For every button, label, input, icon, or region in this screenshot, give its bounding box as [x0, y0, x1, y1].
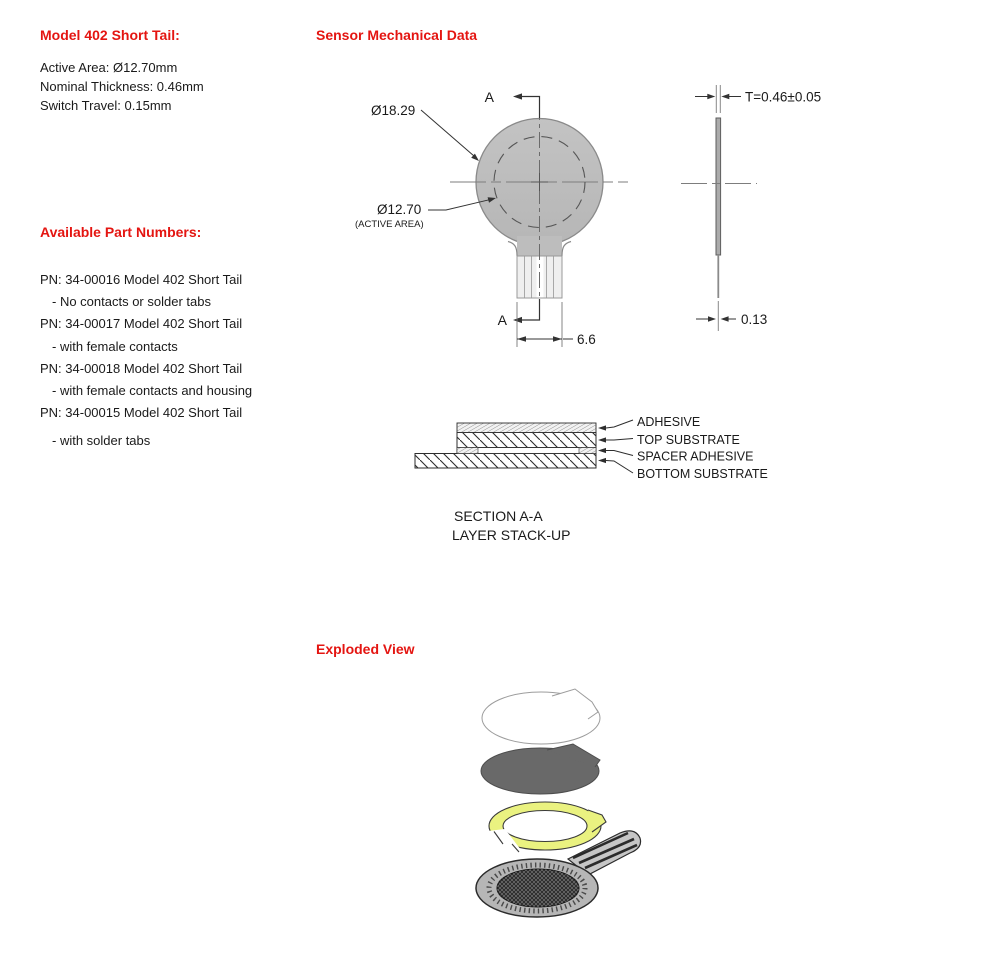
part-number-desc: - with solder tabs	[52, 433, 151, 449]
section-marker-top: A	[484, 89, 494, 105]
thickness-label: T=0.46±0.05	[745, 89, 822, 105]
part-number-desc: - No contacts or solder tabs	[52, 294, 211, 310]
active-area-note: (ACTIVE AREA)	[355, 219, 424, 230]
active-diameter-label: Ø12.70	[377, 202, 422, 217]
stackup-label-bottom-substrate: BOTTOM SUBSTRATE	[637, 467, 768, 481]
tail-width-label: 6.6	[577, 332, 596, 347]
exploded-view-drawing	[430, 660, 670, 960]
outer-diameter-label: Ø18.29	[371, 103, 416, 118]
part-number: PN: 34-00018 Model 402 Short Tail	[40, 360, 243, 376]
spec-list	[40, 58, 204, 115]
mechanical-drawing	[340, 80, 900, 570]
part-numbers-list	[40, 269, 252, 453]
section-line-bottom	[517, 299, 540, 320]
sensor-top-view	[355, 89, 628, 347]
top-substrate-layer	[457, 433, 596, 448]
section-arrow-top	[513, 93, 522, 99]
thickness-arrow-left	[707, 94, 715, 100]
thickness-arrow-right	[721, 94, 729, 100]
stackup-label-spacer-adhesive: SPACER ADHESIVE	[637, 449, 754, 464]
stackup-label-adhesive: ADHESIVE	[637, 415, 701, 429]
outer-diameter-leader	[421, 110, 474, 156]
part-number-desc: - with female contacts	[52, 338, 178, 354]
exploded-conductive-layer	[481, 744, 600, 794]
bottom-substrate-layer	[415, 454, 596, 469]
tail-thickness-arrow-right	[721, 316, 729, 322]
tail-thickness-arrow-left	[708, 316, 716, 322]
stackup-label-top-substrate: TOP SUBSTRATE	[637, 433, 740, 447]
part-numbers-heading: Available Part Numbers:	[40, 224, 202, 240]
spec-active-area: Active Area: Ø12.70mm	[40, 60, 178, 75]
spec-switch-travel: Switch Travel: 0.15mm	[40, 98, 172, 113]
section-caption: SECTION A-A	[454, 508, 543, 524]
part-number: PN: 34-00016 Model 402 Short Tail	[40, 272, 243, 287]
sensor-side-view	[681, 85, 821, 331]
model-heading: Model 402 Short Tail:	[40, 27, 180, 43]
side-profile-bar	[716, 118, 721, 255]
section-arrow-bottom	[513, 317, 522, 323]
stackup-caption: LAYER STACK-UP	[452, 527, 571, 543]
section-marker-bottom: A	[497, 312, 507, 328]
exploded-top-film	[482, 689, 600, 744]
mechanical-data-heading: Sensor Mechanical Data	[316, 27, 478, 43]
tail-width-dimension	[517, 302, 596, 347]
layer-stackup	[415, 415, 768, 543]
part-number-desc: - with female contacts and housing	[52, 383, 253, 399]
adhesive-layer	[457, 423, 596, 433]
part-number: PN: 34-00015 Model 402 Short Tail	[40, 405, 243, 421]
neck-fillet-left	[508, 242, 517, 257]
neck-fillet-right	[562, 242, 571, 257]
spec-nominal-thickness: Nominal Thickness: 0.46mm	[40, 79, 204, 94]
section-line-top	[517, 97, 540, 119]
tail-thickness-label: 0.13	[741, 312, 768, 327]
exploded-view-heading: Exploded View	[316, 641, 415, 657]
part-number: PN: 34-00017 Model 402 Short Tail	[40, 316, 243, 332]
